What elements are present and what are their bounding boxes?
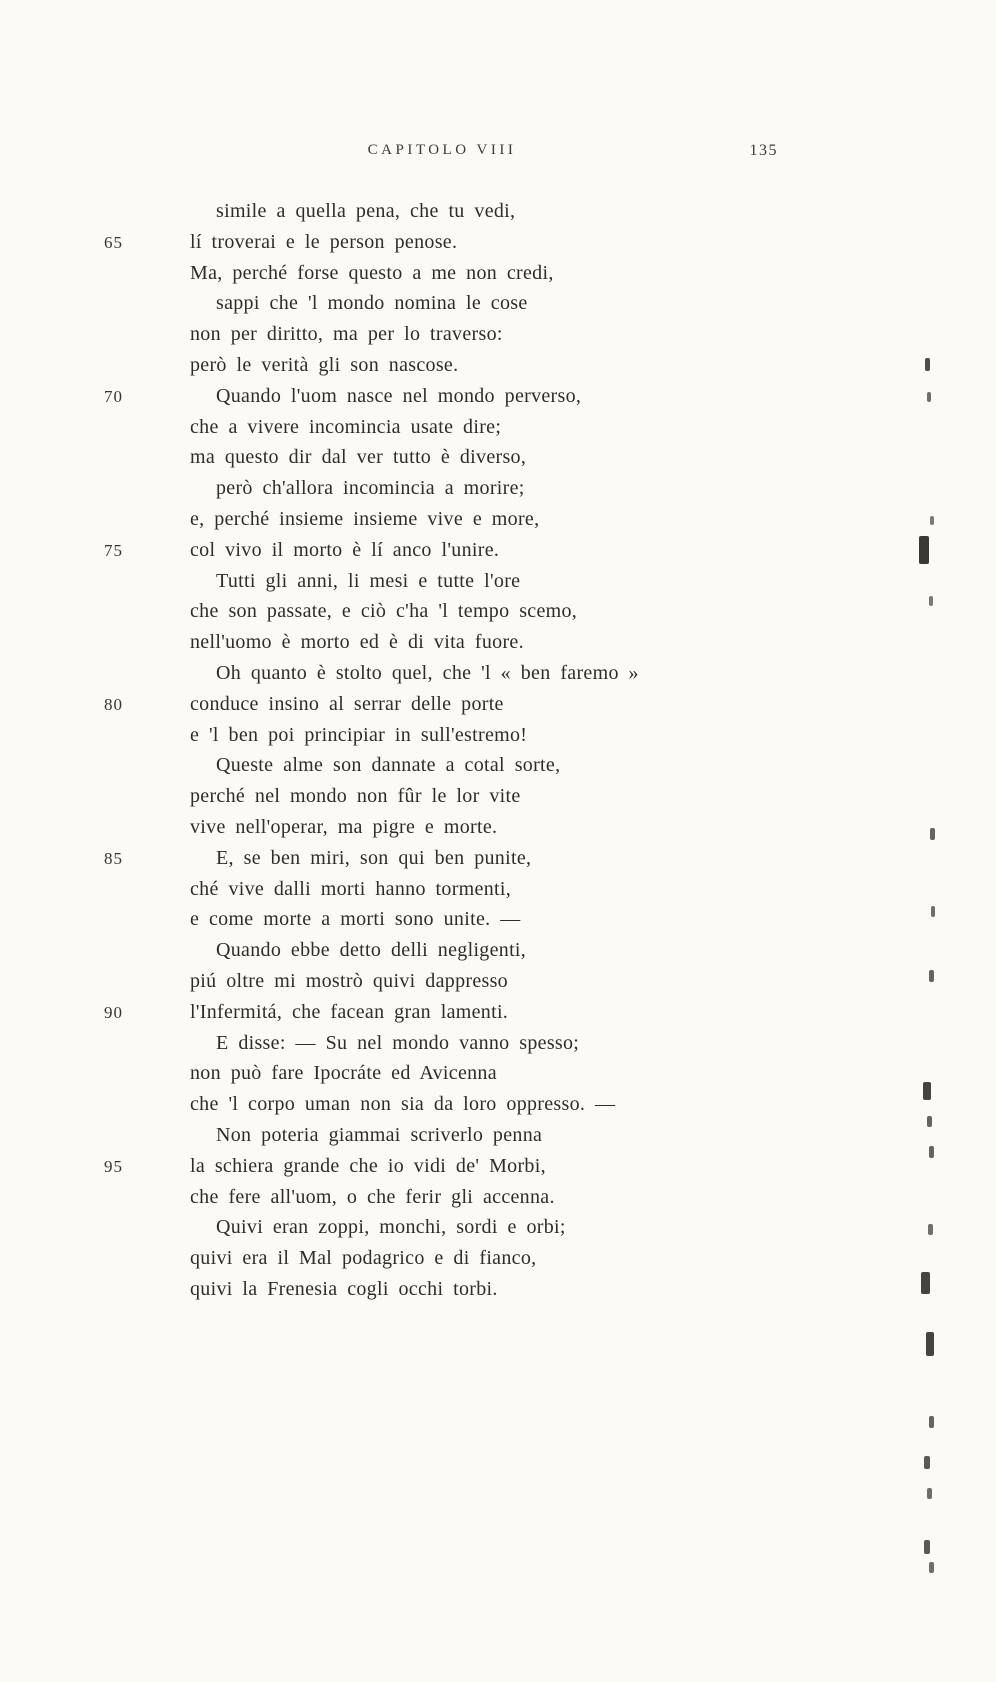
page-header (104, 142, 780, 172)
verse-text: che son passate, e ciò c'ha 'l tempo scemo, (190, 600, 578, 623)
verse-text: piú oltre mi mostrò quivi dappresso (190, 969, 508, 992)
verse-text: che a vivere incomincia usate dire; (190, 415, 502, 438)
scan-artifact-mark (919, 536, 929, 564)
verse-text: quivi era il Mal podagrico e di fianco, (190, 1247, 537, 1270)
verse-text: e come morte a morti sono unite. — (190, 908, 521, 931)
poem-line (104, 1120, 780, 1151)
scan-artifact-mark (929, 1146, 934, 1158)
verse-text: non può fare Ipocráte ed Avicenna (190, 1062, 497, 1085)
scan-artifact-mark (924, 1540, 930, 1554)
verse-text: la schiera grande che io vidi de' Morbi, (190, 1154, 546, 1177)
poem-line (104, 442, 780, 473)
verse-text: che fere all'uom, o che ferir gli accenna. (190, 1185, 555, 1208)
poem-line (104, 381, 780, 412)
scan-artifact-mark (929, 1416, 934, 1428)
verse-text: E disse: — Su nel mondo vanno spesso; (216, 1031, 580, 1054)
poem-line (104, 319, 780, 350)
verse-text: E, se ben miri, son qui ben punite, (216, 846, 532, 869)
poem-line (104, 1243, 780, 1274)
poem-line (104, 258, 780, 289)
line-number: 75 (104, 540, 123, 560)
poem-line (104, 1058, 780, 1089)
poem-line (104, 812, 780, 843)
poem-line (104, 966, 780, 997)
scan-artifact-mark (923, 1082, 931, 1100)
verse-text: Quivi eran zoppi, monchi, sordi e orbi; (216, 1216, 566, 1239)
scan-artifact-mark (928, 1224, 933, 1235)
verse-text: quivi la Frenesia cogli occhi torbi. (190, 1277, 498, 1300)
scan-artifact-mark (927, 1488, 932, 1499)
poem-line (104, 350, 780, 381)
scan-artifact-mark (929, 970, 934, 982)
scan-artifact-mark (930, 828, 935, 840)
poem-line (104, 473, 780, 504)
verse-text: Queste alme son dannate a cotal sorte, (216, 754, 561, 777)
scan-artifact-mark (927, 392, 931, 402)
poem-line (104, 997, 780, 1028)
scan-artifact-mark (927, 1116, 932, 1127)
poem-line (104, 227, 780, 258)
page-number: 135 (749, 142, 778, 159)
verse-text: Ma, perché forse questo a me non credi, (190, 261, 554, 284)
poem-body (104, 196, 780, 1305)
line-number: 90 (104, 1002, 123, 1022)
verse-text: che 'l corpo uman non sia da loro oppresso. — (190, 1093, 616, 1116)
poem-line (104, 689, 780, 720)
poem-line (104, 1274, 780, 1305)
line-number: 80 (104, 694, 123, 714)
poem-line (104, 1151, 780, 1182)
poem-line (104, 1212, 780, 1243)
chapter-title: CAPITOLO VIII (367, 142, 517, 158)
poem-line (104, 781, 780, 812)
poem-line (104, 1182, 780, 1213)
verse-text: ché vive dalli morti hanno tormenti, (190, 877, 512, 900)
verse-text: vive nell'operar, ma pigre e morte. (190, 815, 498, 838)
poem-line (104, 535, 780, 566)
poem-line (104, 596, 780, 627)
poem-line (104, 843, 780, 874)
scan-artifact-mark (929, 1562, 934, 1573)
verse-text: conduce insino al serrar delle porte (190, 692, 504, 715)
verse-text: col vivo il morto è lí anco l'unire. (190, 538, 500, 561)
scan-artifact-mark (925, 358, 930, 371)
poem-line (104, 627, 780, 658)
scan-artifact-mark (924, 1456, 930, 1469)
poem-line (104, 874, 780, 905)
poem-line (104, 750, 780, 781)
verse-text: simile a quella pena, che tu vedi, (216, 200, 516, 222)
verse-text: perché nel mondo non fûr le lor vite (190, 785, 521, 808)
poem-line (104, 288, 780, 319)
verse-text: e 'l ben poi principiar in sull'estremo! (190, 723, 528, 746)
verse-text: Quando l'uom nasce nel mondo perverso, (216, 384, 582, 407)
scan-artifact-mark (930, 516, 934, 525)
verse-text: ma questo dir dal ver tutto è diverso, (190, 446, 527, 469)
poem-line (104, 566, 780, 597)
verse-text: lí troverai e le person penose. (190, 230, 458, 253)
verse-text: e, perché insieme insieme vive e more, (190, 507, 540, 530)
verse-text: sappi che 'l mondo nomina le cose (216, 292, 528, 315)
poem-line (104, 720, 780, 751)
verse-text: però ch'allora incomincia a morire; (216, 477, 525, 500)
poem-line (104, 904, 780, 935)
poem-line (104, 504, 780, 535)
verse-text: l'Infermitá, che facean gran lamenti. (190, 1000, 509, 1023)
verse-text: Non poteria giammai scriverlo penna (216, 1123, 543, 1146)
poem-line (104, 1028, 780, 1059)
verse-text: però le verità gli son nascose. (190, 353, 459, 376)
scan-artifact-mark (929, 596, 933, 606)
line-number: 85 (104, 848, 123, 868)
line-number: 95 (104, 1156, 123, 1176)
poem-line (104, 658, 780, 689)
verse-text: Tutti gli anni, li mesi e tutte l'ore (216, 569, 521, 592)
poem-line (104, 1089, 780, 1120)
line-number: 70 (104, 386, 123, 406)
verse-text: non per diritto, ma per lo traverso: (190, 323, 503, 346)
page-content (104, 142, 780, 1305)
scan-artifact-mark (931, 906, 935, 917)
line-number: 65 (104, 232, 123, 252)
poem-line (104, 935, 780, 966)
poem-line (104, 412, 780, 443)
scan-artifact-mark (921, 1272, 930, 1294)
scan-artifact-mark (926, 1332, 934, 1356)
verse-text: nell'uomo è morto ed è di vita fuore. (190, 631, 524, 654)
verse-text: Quando ebbe detto delli negligenti, (216, 939, 527, 962)
verse-text: Oh quanto è stolto quel, che 'l « ben faremo » (216, 661, 639, 684)
poem-line (104, 196, 780, 227)
